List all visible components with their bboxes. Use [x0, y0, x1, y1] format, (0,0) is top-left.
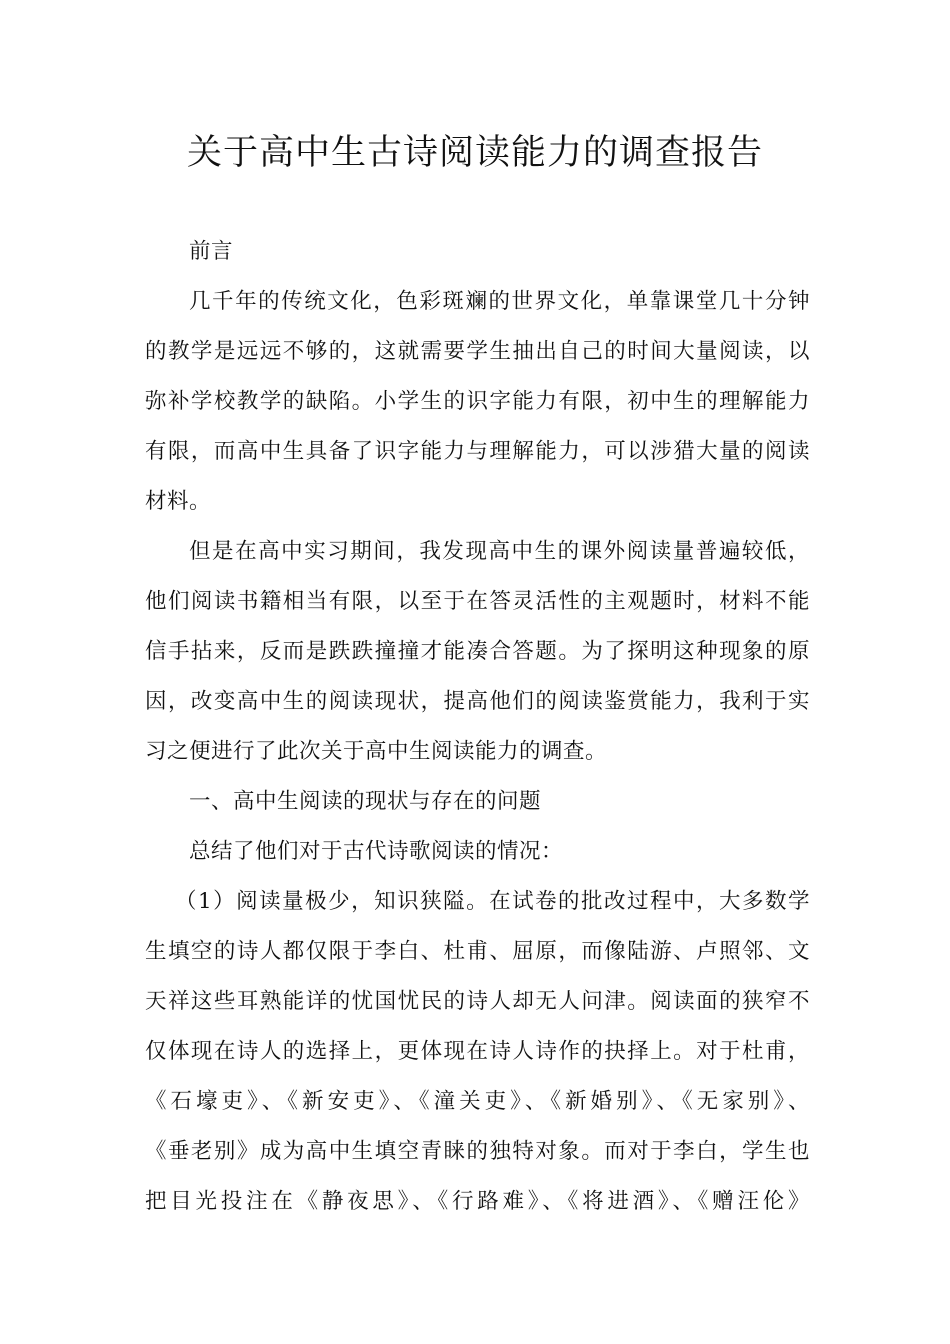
paragraph-line: 总结了他们对于古代诗歌阅读的情况： [189, 839, 564, 864]
paragraph-line: 《垂老别》成为高中生填空青睐的独特对象。而对于李白，学生也 [145, 1139, 810, 1164]
paragraph-line: 弥补学校教学的缺陷。小学生的识字能力有限，初中生的理解能力 [145, 389, 810, 414]
paragraph-line: 材料。 [145, 489, 212, 514]
paragraph-line: 几千年的传统文化，色彩斑斓的世界文化，单靠课堂几十分钟 [189, 289, 810, 314]
document-title: 关于高中生古诗阅读能力的调查报告 [186, 133, 763, 173]
paragraph-line: 但是在高中实习期间，我发现高中生的课外阅读量普遍较低， [189, 539, 810, 564]
paragraph-line: 的教学是远远不够的，这就需要学生抽出自己的时间大量阅读，以 [145, 339, 810, 364]
paragraph-line: 生填空的诗人都仅限于李白、杜甫、屈原，而像陆游、卢照邻、文 [145, 939, 810, 964]
paragraph-line: （1）阅读量极少，知识狭隘。在试卷的批改过程中，大多数学 [175, 889, 810, 914]
paragraph-line: 《石壕吏》、《新安吏》、《潼关吏》、《新婚别》、《无家别》、 [145, 1089, 810, 1114]
paragraph-line: 信手拈来，反而是跌跌撞撞才能凑合答题。为了探明这种现象的原 [145, 639, 810, 664]
section-heading-preface: 前言 [189, 239, 234, 264]
paragraph-line: 因，改变高中生的阅读现状，提高他们的阅读鉴赏能力，我利于实 [145, 689, 810, 714]
paragraph-line: 仅体现在诗人的选择上，更体现在诗人诗作的抉择上。对于杜甫， [145, 1039, 810, 1064]
paragraph-line: 他们阅读书籍相当有限，以至于在答灵活性的主观题时，材料不能 [145, 589, 810, 614]
paragraph-line: 天祥这些耳熟能详的忧国忧民的诗人却无人问津。阅读面的狭窄不 [145, 989, 810, 1014]
paragraph-line: 有限，而高中生具备了识字能力与理解能力，可以涉猎大量的阅读 [145, 439, 810, 464]
document-body [145, 227, 810, 1227]
section-heading-current-status: 一、高中生阅读的现状与存在的问题 [189, 789, 542, 814]
paragraph-line: 把目光投注在《静夜思》、《行路难》、《将进酒》、《赠汪伦》 [145, 1189, 810, 1214]
paragraph-line: 习之便进行了此次关于高中生阅读能力的调查。 [145, 739, 608, 764]
